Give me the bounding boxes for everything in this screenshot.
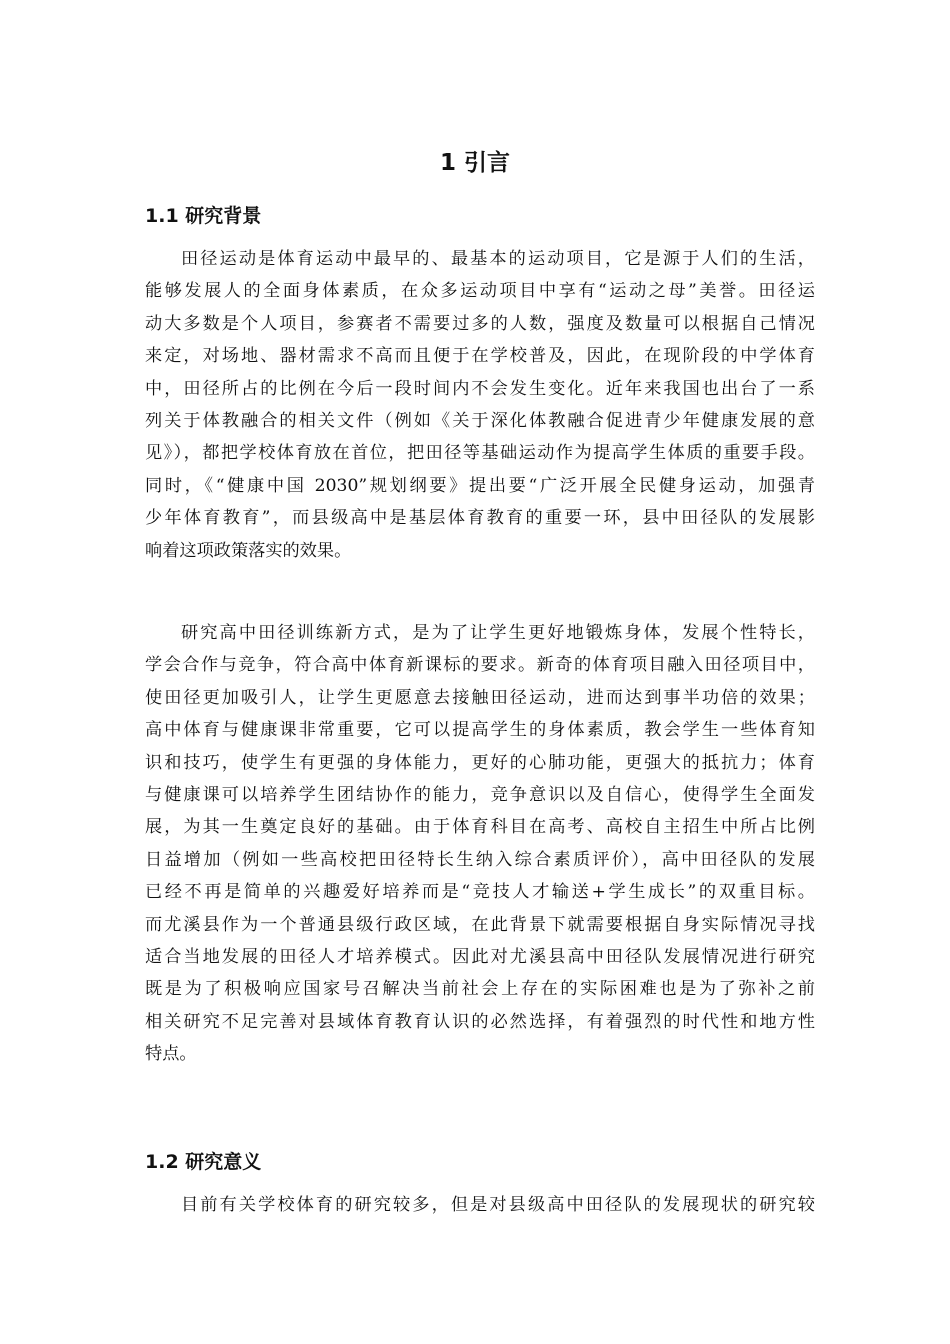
text-line: 与健康课可以培养学生团结协作的能力，竞争意识以及自信心，使得学生全面发 [145, 784, 815, 805]
text-line: 同时，《“健康中国 2030”规划纲要》提出要“广泛开展全民健身运动，加强青 [145, 475, 815, 496]
paragraph-significance-1 [145, 1189, 815, 1221]
text-line: 中，田径所占的比例在今后一段时间内不会发生变化。近年来我国也出台了一系 [145, 378, 815, 399]
text-line: 动大多数是个人项目，参赛者不需要过多的人数，强度及数量可以根据自己情况 [145, 313, 815, 334]
text-line: 使田径更加吸引人，让学生更愿意去接触田径运动，进而达到事半功倍的效果； [145, 687, 815, 708]
chapter-title: 1 引言 [439, 150, 510, 176]
text-line: 学会合作与竞争，符合高中体育新课标的要求。新奇的体育项目融入田径项目中， [145, 655, 815, 676]
section-heading-significance: 1.2 研究意义 [145, 1151, 262, 1173]
section-heading-background: 1.1 研究背景 [145, 205, 262, 227]
text-line: 田径运动是体育运动中最早的、最基本的运动项目，它是源于人们的生活， [181, 249, 815, 269]
text-line: 展，为其一生奠定良好的基础。由于体育科目在高考、高校自主招生中所占比例 [145, 817, 815, 838]
text-line: 能够发展人的全面身体素质，在众多运动项目中享有“运动之母”美誉。田径运 [145, 281, 815, 302]
text-line: 已经不再是简单的兴趣爱好培养而是“竞技人才输送+学生成长”的双重目标。 [145, 882, 815, 903]
text-line: 列关于体教融合的相关文件（例如《关于深化体教融合促进青少年健康发展的意 [145, 410, 815, 431]
text-line: 高中体育与健康课非常重要，它可以提高学生的身体素质，教会学生一些体育知 [145, 720, 815, 741]
text-line: 目前有关学校体育的研究较多，但是对县级高中田径队的发展现状的研究较 [181, 1195, 815, 1215]
text-line: 研究高中田径训练新方式，是为了让学生更好地锻炼身体，发展个性特长， [181, 623, 815, 643]
text-line: 来定，对场地、器材需求不高而且便于在学校普及，因此，在现阶段的中学体育 [145, 346, 815, 367]
paragraph-background-2 [145, 617, 815, 1070]
text-line: 识和技巧，使学生有更强的身体能力，更好的心肺功能，更强大的抵抗力；体育 [145, 752, 815, 773]
text-line: 日益增加（例如一些高校把田径特长生纳入综合素质评价），高中田径队的发展 [145, 849, 815, 870]
text-line: 特点。 [145, 1044, 197, 1065]
text-line: 少年体育教育”，而县级高中是基层体育教育的重要一环，县中田径队的发展影 [145, 508, 815, 529]
text-line: 响着这项政策落实的效果。 [145, 540, 352, 561]
text-line: 见》），都把学校体育放在首位，把田径等基础运动作为提高学生体质的重要手段。 [145, 443, 815, 464]
text-line: 相关研究不足完善对县域体育教育认识的必然选择，有着强烈的时代性和地方性 [145, 1011, 815, 1032]
text-line: 适合当地发展的田径人才培养模式。因此对尤溪县高中田径队发展情况进行研究 [145, 946, 815, 967]
text-line: 而尤溪县作为一个普通县级行政区域，在此背景下就需要根据自身实际情况寻找 [145, 914, 815, 935]
paragraph-background-1 [145, 243, 815, 567]
text-line: 既是为了积极响应国家号召解决当前社会上存在的实际困难也是为了弥补之前 [145, 979, 815, 1000]
